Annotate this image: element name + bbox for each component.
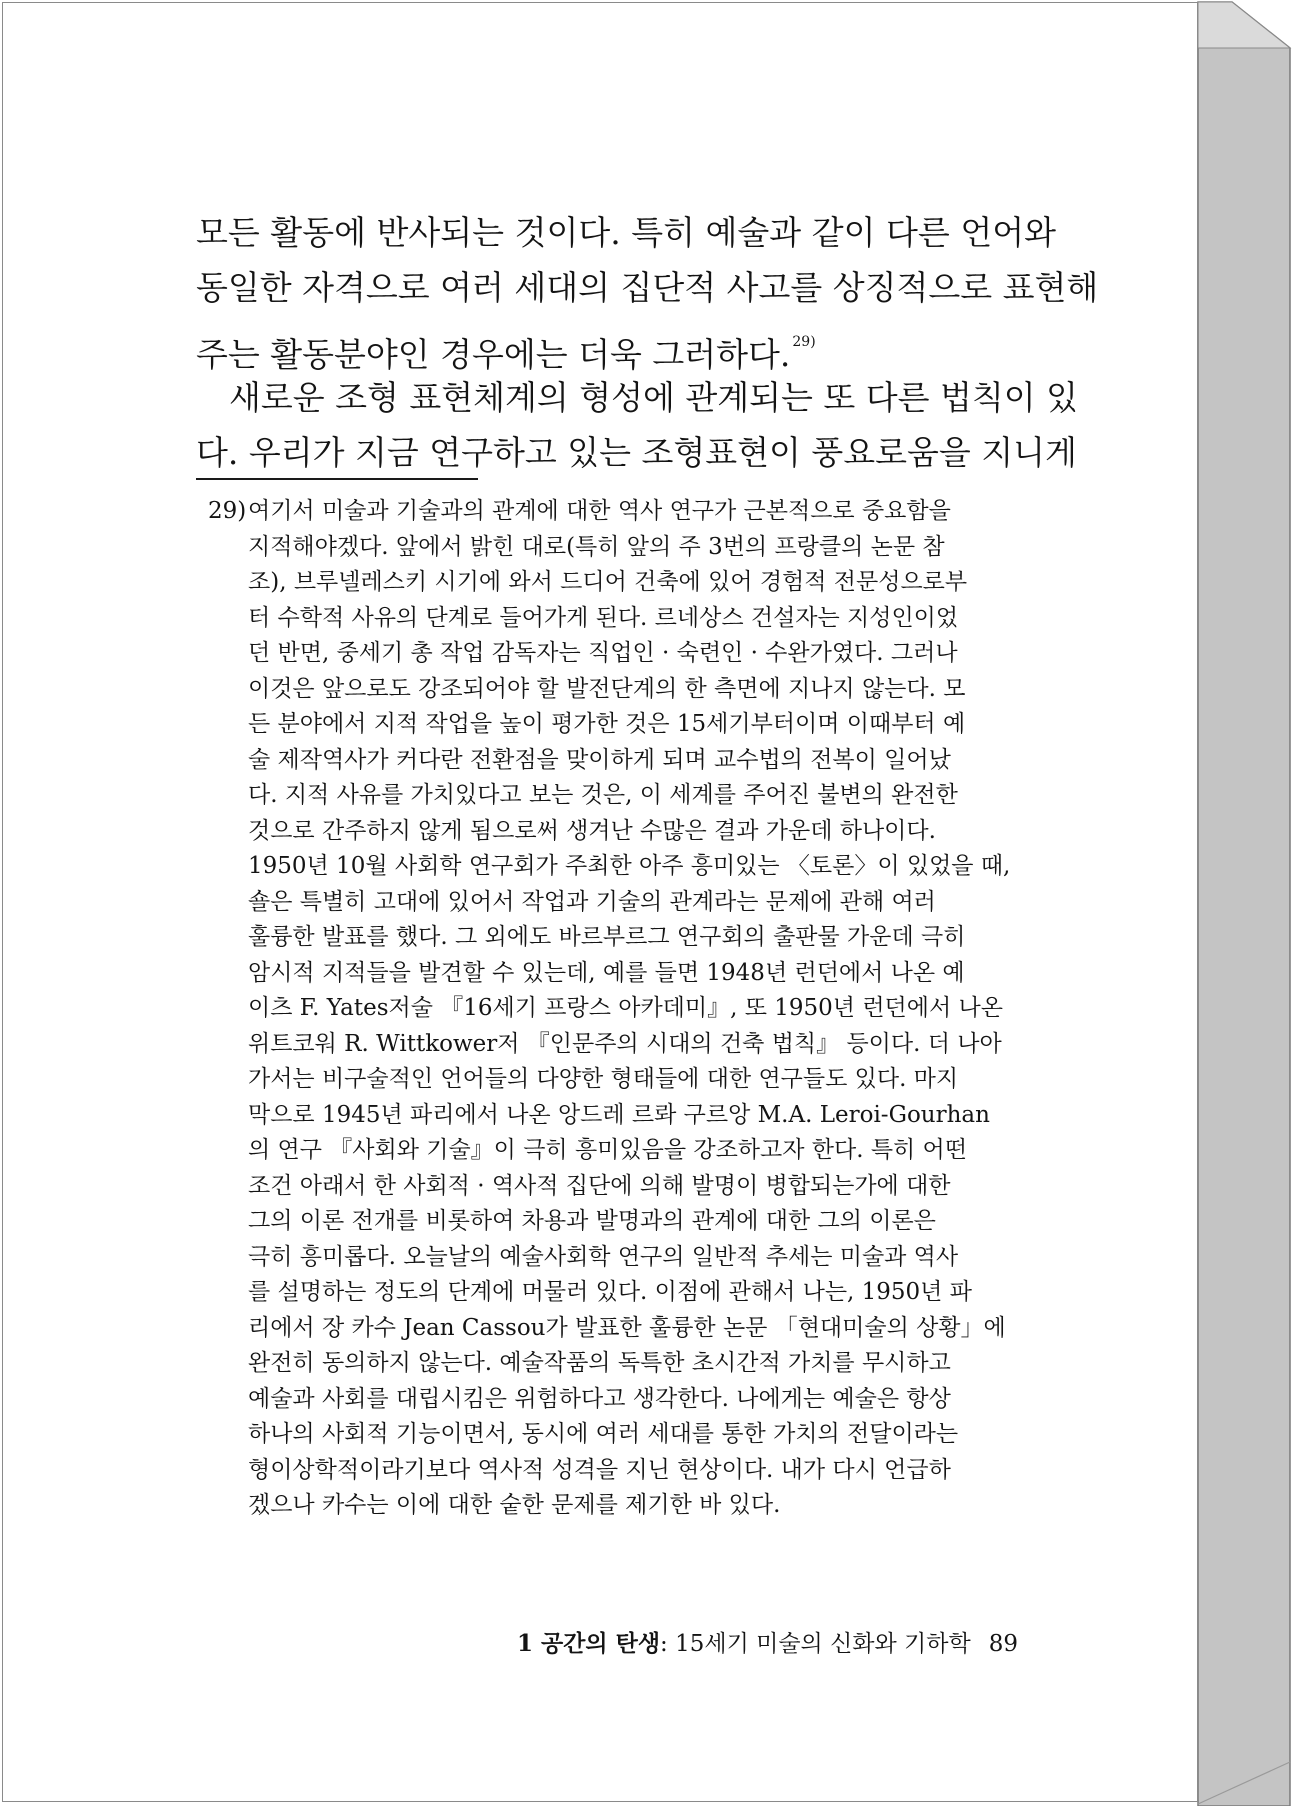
footnote-line: 를 설명하는 정도의 단계에 머물러 있다. 이점에 관해서 나는, 1950년 파: [248, 1279, 972, 1305]
footnote-line: 예술과 사회를 대립시킴은 위험하다고 생각한다. 나에게는 예술은 항상: [248, 1385, 951, 1412]
footnote-line: 위트코워 R. Wittkower저 『인문주의 시대의 건축 법칙』 등이다. 더 나아: [248, 1030, 1002, 1057]
body-line: 모든 활동에 반사되는 것이다. 특히 예술과 같이 다른 언어와: [196, 213, 1056, 252]
footnote-line: 막으로 1945년 파리에서 나온 앙드레 르롸 구르앙 M.A. Leroi-Gourhan: [248, 1101, 990, 1128]
body-line: 동일한 자격으로 여러 세대의 집단적 사고를 상징적으로 표현해: [196, 268, 1099, 307]
footnote-line: 완전히 동의하지 않는다. 예술작품의 독특한 초시간적 가치를 무시하고: [248, 1350, 951, 1376]
body-line-text: 주는 활동분야인 경우에는 더욱 그러하다.: [196, 335, 791, 374]
chapter-title: 1 공간의 탄생: [516, 1630, 661, 1657]
footnote-reference: 29): [792, 334, 816, 350]
footnote-line: 숄은 특별히 고대에 있어서 작업과 기술의 관계라는 문제에 관해 여러: [248, 888, 936, 915]
footnote-line: 든 분야에서 지적 작업을 높이 평가한 것은 15세기부터이며 이때부터 예: [248, 711, 966, 737]
footnote-line: 다. 지적 사유를 가치있다고 보는 것은, 이 세계를 주어진 불변의 완전한: [248, 782, 958, 808]
footnote-line: [208, 494, 1056, 530]
footnote-line: 의 연구 『사회와 기술』이 극히 흥미있음을 강조하고자 한다. 특히 어떤: [248, 1137, 967, 1163]
body-line: 다. 우리가 지금 연구하고 있는 조형표현이 풍요로움을 지니게: [196, 433, 1077, 472]
body-line-with-ref: [196, 315, 1056, 374]
footnote-line: 형이상학적이라기보다 역사적 성격을 지닌 현상이다. 내가 다시 언급하: [248, 1456, 951, 1483]
footnote-line: 그의 이론 전개를 비롯하여 차용과 발명과의 관계에 대한 그의 이론은: [248, 1208, 936, 1234]
footnote-line: 조건 아래서 한 사회적 · 역사적 집단에 의해 발명이 병합되는가에 대한: [248, 1172, 951, 1199]
footnote-line: 가서는 비구술적인 언어들의 다양한 형태들에 대한 연구들도 있다. 마지: [248, 1066, 959, 1092]
footnote-separator: [196, 478, 478, 480]
footnote-line: 술 제작역사가 커다란 전환점을 맞이하게 되며 교수법의 전복이 일어났: [248, 746, 951, 773]
footnote-line: 1950년 10월 사회학 연구회가 주최한 아주 흥미있는 〈토론〉이 있었을 때,: [248, 853, 1011, 879]
running-footer: [488, 1625, 1018, 1658]
footnote-line: 던 반면, 중세기 총 작업 감독자는 직업인 · 숙련인 · 수완가였다. 그러나: [248, 640, 958, 666]
footnote-block: [208, 494, 1056, 1524]
footnote-line: 극히 흥미롭다. 오늘날의 예술사회학 연구의 일반적 추세는 미술과 역사: [248, 1243, 959, 1270]
footnote-line: 이츠 F. Yates저술 『16세기 프랑스 아카데미』, 또 1950년 런던에서 나온: [248, 995, 1003, 1021]
footnote-line: 리에서 장 카수 Jean Cassou가 발표한 훌륭한 논문 「현대미술의 상황」에: [248, 1314, 1006, 1341]
footnote-line: 훌륭한 발표를 했다. 그 외에도 바르부르그 연구회의 출판물 가운데 극히: [248, 924, 966, 950]
chapter-subtitle: : 15세기 미술의 신화와 기하학: [660, 1631, 971, 1657]
footnote-line: 지적해야겠다. 앞에서 밝힌 대로(특히 앞의 주 3번의 프랑클의 논문 참: [248, 533, 945, 560]
footnote-line: 터 수학적 사유의 단계로 들어가게 된다. 르네상스 건설자는 지성인이었: [248, 604, 959, 631]
footnote-line: 것으로 간주하지 않게 됨으로써 생겨난 수많은 결과 가운데 하나이다.: [248, 817, 936, 844]
page-number: 89: [988, 1631, 1018, 1657]
paragraph-start-line: 새로운 조형 표현체계의 형성에 관계되는 또 다른 법칙이 있: [229, 378, 1078, 417]
footnote-line: 하나의 사회적 기능이면서, 동시에 여러 세대를 통한 가치의 전달이라는: [248, 1421, 959, 1447]
footnote-line: 겠으나 카수는 이에 대한 숱한 문제를 제기한 바 있다.: [248, 1492, 781, 1518]
footnote-line: 암시적 지적들을 발견할 수 있는데, 예를 들면 1948년 런던에서 나온 예: [248, 959, 965, 986]
footnote-line: 이것은 앞으로도 강조되어야 할 발전단계의 한 측면에 지나지 않는다. 모: [248, 675, 966, 702]
footnote-text: 여기서 미술과 기술과의 관계에 대한 역사 연구가 근본적으로 중요함을: [248, 498, 951, 524]
footnote-line: 조), 브루넬레스키 시기에 와서 드디어 건축에 있어 경험적 전문성으로부: [248, 569, 968, 595]
footnote-number: 29): [208, 498, 247, 524]
main-text: [196, 205, 1099, 480]
